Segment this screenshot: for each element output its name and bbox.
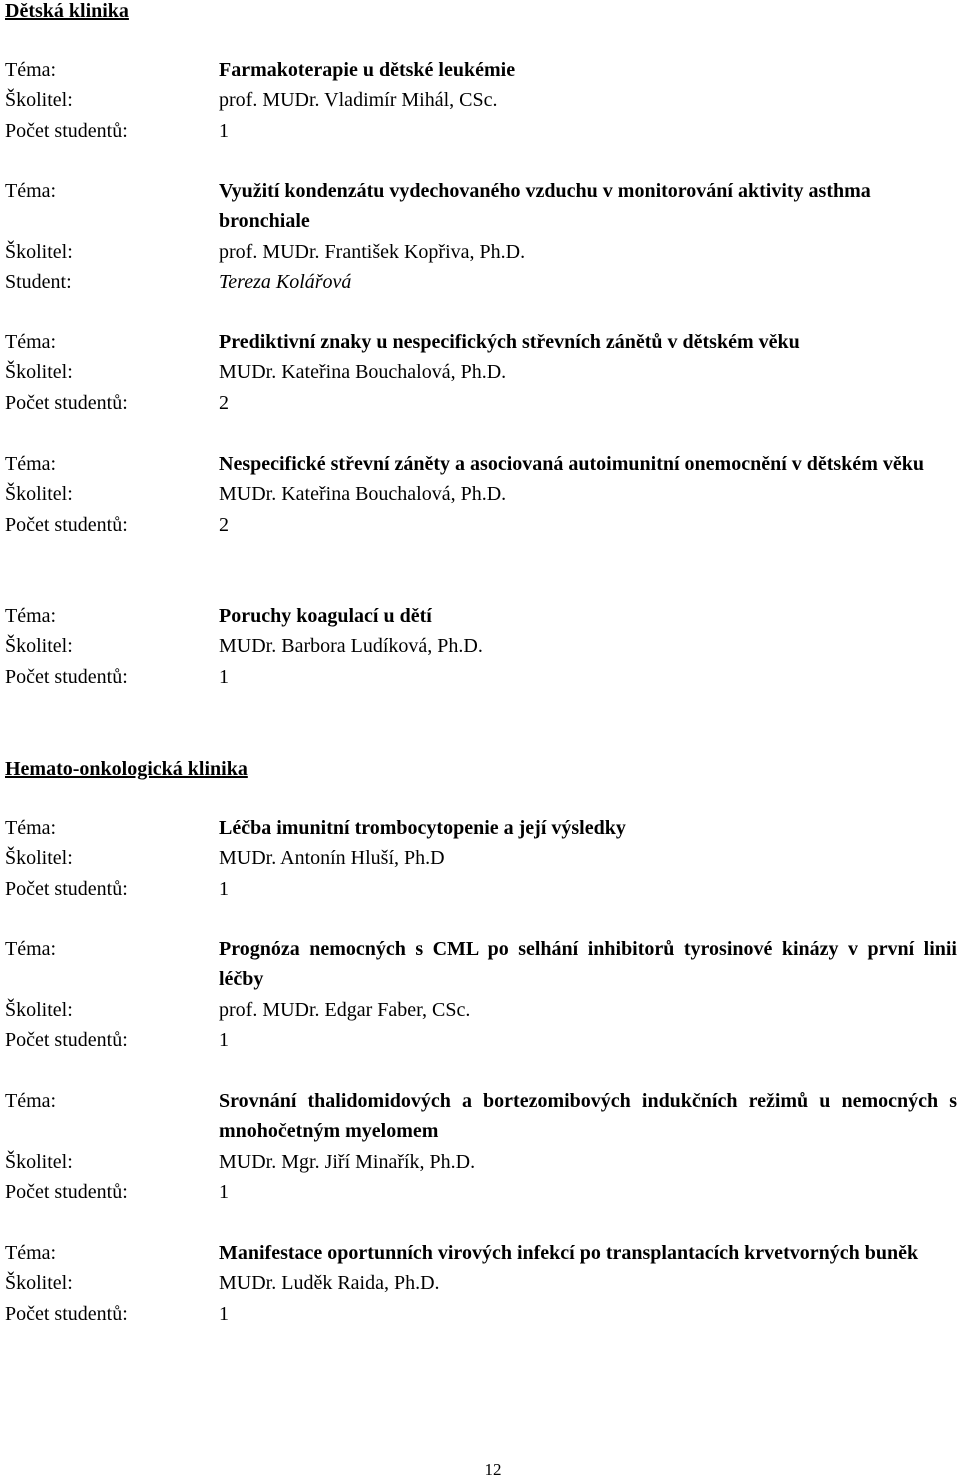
skolitel-label: Školitel:	[5, 1272, 73, 1295]
topic-title: Farmakoterapie u dětské leukémie	[219, 59, 516, 81]
skolitel-label: Školitel:	[5, 240, 73, 263]
topic-entry	[5, 601, 957, 692]
tema-label: Téma:	[5, 180, 57, 202]
supervisor-name: MUDr. Antonín Hluší, Ph.D	[219, 847, 445, 870]
supervisor-name: MUDr. Kateřina Bouchalová, Ph.D.	[219, 361, 507, 384]
topic-entry	[5, 813, 957, 904]
topic-title: Využití kondenzátu vydechovaného vzduchu v monitorování aktivity asthma bronchiale	[219, 180, 871, 233]
topic-title: Nespecifické střevní záněty a asociovaná autoimunitní onemocnění v dětském věku	[219, 453, 924, 475]
tema-label: Téma:	[5, 1090, 57, 1112]
supervisor-name: MUDr. Barbora Ludíková, Ph.D.	[219, 635, 483, 658]
skolitel-label: Školitel:	[5, 998, 73, 1021]
topic-entry	[5, 449, 957, 540]
skolitel-label: Školitel:	[5, 483, 73, 506]
tema-label: Téma:	[5, 817, 57, 839]
student-count: 2	[219, 391, 229, 414]
topic-entry	[5, 55, 957, 146]
tema-label: Téma:	[5, 331, 57, 353]
pocet-studentu-label: Počet studentů:	[5, 877, 128, 900]
pocet-studentu-label: Počet studentů:	[5, 1028, 128, 1051]
topic-title: Prediktivní znaky u nespecifických střevních zánětů v dětském věku	[219, 331, 800, 353]
supervisor-name: prof. MUDr. František Kopřiva, Ph.D.	[219, 240, 526, 263]
tema-label: Téma:	[5, 1242, 57, 1264]
pocet-studentu-label: Počet studentů:	[5, 665, 128, 688]
pocet-studentu-label: Počet studentů:	[5, 391, 128, 414]
student-count: 1	[219, 119, 229, 142]
pocet-studentu-label: Počet studentů:	[5, 119, 128, 142]
tema-label: Téma:	[5, 938, 57, 960]
pocet-studentu-label: Počet studentů:	[5, 1302, 128, 1325]
student-name: Tereza Kolářová	[219, 270, 352, 293]
student-label: Student:	[5, 270, 72, 293]
topic-title: Léčba imunitní trombocytopenie a její výsledky	[219, 817, 626, 839]
student-count: 1	[219, 877, 229, 900]
pocet-studentu-label: Počet studentů:	[5, 1180, 128, 1203]
topic-title: Prognóza nemocných s CML po selhání inhibitorů tyrosinové kinázy v první linii léčby	[219, 938, 957, 991]
student-count: 2	[219, 513, 229, 536]
skolitel-label: Školitel:	[5, 1150, 73, 1173]
topic-title: Poruchy koagulací u dětí	[219, 605, 432, 627]
page-number: 12	[484, 1460, 502, 1479]
student-count: 1	[219, 665, 229, 688]
topic-entry	[5, 176, 957, 297]
pocet-studentu-label: Počet studentů:	[5, 513, 128, 536]
student-count: 1	[219, 1028, 229, 1051]
supervisor-name: prof. MUDr. Vladimír Mihál, CSc.	[219, 89, 498, 112]
topic-entry	[5, 1086, 957, 1207]
student-count: 1	[219, 1302, 229, 1325]
skolitel-label: Školitel:	[5, 89, 73, 112]
skolitel-label: Školitel:	[5, 361, 73, 384]
topic-title: Srovnání thalidomidových a bortezomibových indukčních režimů u nemocných s mnohočetným myelomem	[219, 1090, 957, 1143]
student-count: 1	[219, 1180, 229, 1203]
skolitel-label: Školitel:	[5, 635, 73, 658]
topic-entry	[5, 1238, 957, 1329]
section-heading-detska-klinika: Dětská klinika	[5, 0, 129, 22]
supervisor-name: MUDr. Kateřina Bouchalová, Ph.D.	[219, 483, 507, 506]
skolitel-label: Školitel:	[5, 847, 73, 870]
supervisor-name: MUDr. Luděk Raida, Ph.D.	[219, 1272, 440, 1295]
topic-entry	[5, 327, 957, 418]
tema-label: Téma:	[5, 605, 57, 627]
supervisor-name: MUDr. Mgr. Jiří Minařík, Ph.D.	[219, 1150, 476, 1173]
section-heading-hemato-onkologicka-klinika: Hemato-onkologická klinika	[5, 758, 248, 780]
supervisor-name: prof. MUDr. Edgar Faber, CSc.	[219, 998, 471, 1021]
tema-label: Téma:	[5, 59, 57, 81]
topic-entry	[5, 934, 957, 1055]
topic-title: Manifestace oportunních virových infekcí po transplantacích krvetvorných buněk	[219, 1242, 919, 1264]
tema-label: Téma:	[5, 453, 57, 475]
